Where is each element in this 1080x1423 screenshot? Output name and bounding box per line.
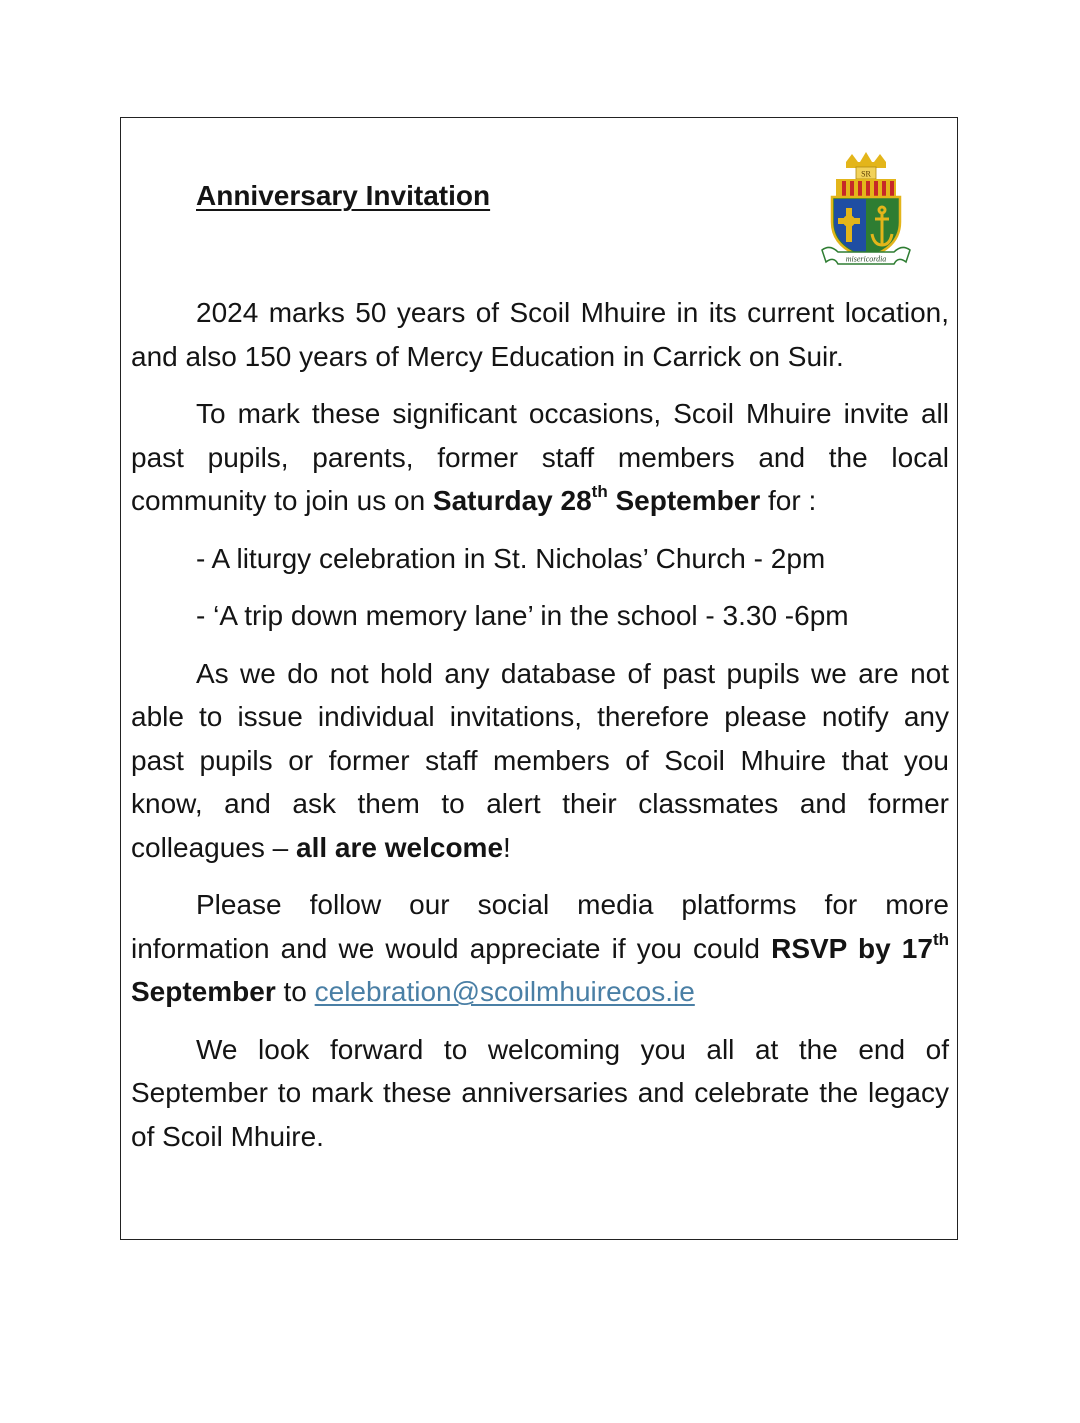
- paragraph-anniversary: 2024 marks 50 years of Scoil Mhuire in its current location, and also 150 years of Mercy Education in Carrick on Suir.: [131, 297, 949, 372]
- paragraph-rsvp: Please follow our social media platforms for more information and we would appreciate if you could RSVP by 17th September to celebration@scoilmhuirecos.ie: [131, 889, 949, 1007]
- event-item-liturgy: - A liturgy celebration in St. Nicholas’ Church - 2pm: [196, 542, 826, 574]
- crest-shield: [832, 197, 900, 258]
- paragraph-invite: To mark these significant occasions, Scoil Mhuire invite all past pupils, parents, former staff members and the local community to join us on Saturday 28th September for :: [131, 398, 949, 516]
- crest-top-label: SR: [861, 169, 871, 179]
- invitation-body: [131, 291, 949, 1172]
- event-date: Saturday 28th September: [432, 482, 761, 516]
- crest-motto: misericordia: [845, 254, 887, 264]
- crest-crown: [846, 152, 886, 179]
- event-item-memory-lane: - ‘A trip down memory lane’ in the school - 3.30 -6pm: [196, 600, 849, 631]
- email-link[interactable]: celebration@scoilmhuirecos.ie: [314, 976, 695, 1007]
- crest-stripes: [836, 179, 896, 197]
- page-title: Anniversary Invitation: [196, 180, 491, 211]
- paragraph-notify: As we do not hold any database of past pupils we are not able to issue individual invitations, therefore please notify any past pupils or former staff members of Scoil Mhuire that you know, and ask them to alert their classmates and former colleagues – all are welcome!: [131, 657, 949, 863]
- rsvp-date: RSVP by 17th September: [131, 929, 949, 1007]
- school-crest-logo: [820, 152, 912, 274]
- paragraph-closing: We look forward to welcoming you all at the end of September to mark these anniversaries and celebrate the legacy of Scoil Mhuire.: [131, 1033, 949, 1152]
- all-welcome-emphasis: all are welcome: [296, 831, 504, 863]
